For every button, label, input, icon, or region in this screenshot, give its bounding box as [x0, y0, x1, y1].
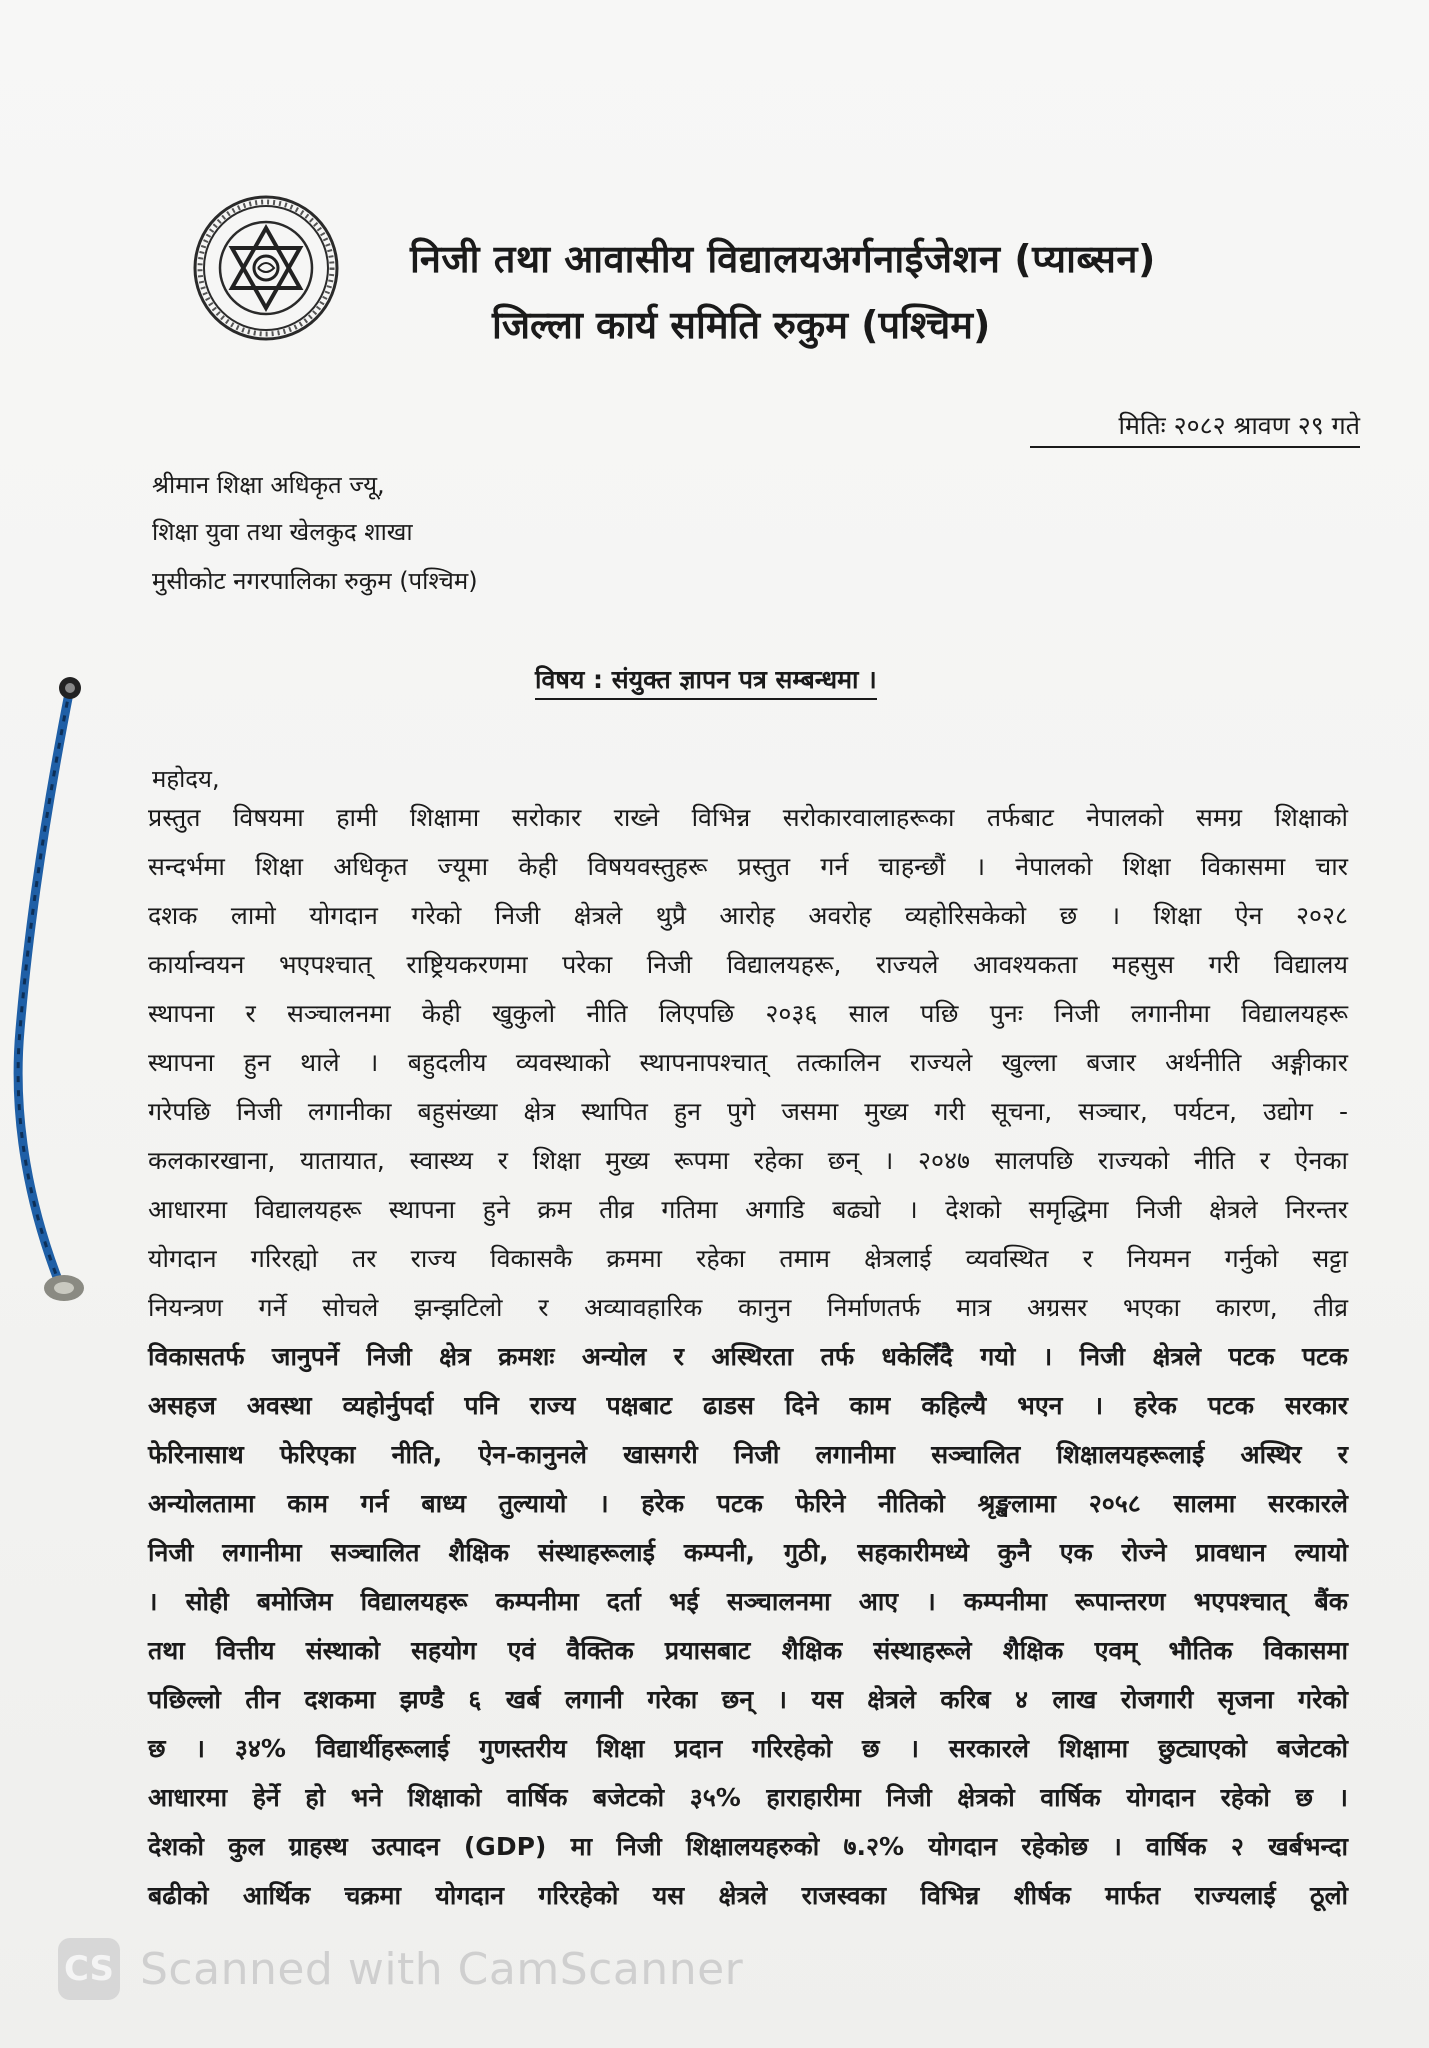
- organization-seal-icon: [192, 194, 340, 342]
- body-line: स्थापना हुन थाले । बहुदलीय व्यवस्थाको स्थापनापश्चात् तत्कालिन राज्यले खुल्ला बजार अर्थनीति अङ्गीकार: [148, 1048, 1348, 1077]
- camscanner-watermark: Scanned with CamScanner: [140, 1944, 744, 1995]
- body-line: कलकारखाना, यातायात, स्वास्थ्य र शिक्षा मुख्य रूपमा रहेका छन् । २०४७ सालपछि राज्यको नीति र ऐनका: [148, 1146, 1348, 1175]
- letter-subject: विषय : संयुक्त ज्ञापन पत्र सम्बन्धमा ।: [535, 662, 877, 700]
- body-line: दशक लामो योगदान गरेको निजी क्षेत्रले थुप्रै आरोह अवरोह व्यहोरिसकेको छ । शिक्षा ऐन २०२८: [148, 901, 1348, 930]
- body-line: गरेपछि निजी लगानीका बहुसंख्या क्षेत्र स्थापित हुन पुगे जसमा मुख्य गरी सूचना, सञ्चार, पर्यटन, उद्योग -: [148, 1097, 1348, 1126]
- recipient-line-2: शिक्षा युवा तथा खेलकुद शाखा: [152, 518, 413, 546]
- body-line: कार्यान्वयन भएपश्चात् राष्ट्रियकरणमा परेका निजी विद्यालयहरू, राज्यले आवश्यकता महसुस गरी विद्यालय: [148, 950, 1348, 979]
- body-line: अन्योलतामा काम गर्न बाध्य तुल्यायो । हरेक पटक फेरिने नीतिको श्रृङ्खलामा २०५८ सालमा सरकारले: [148, 1489, 1348, 1518]
- recipient-line-1: श्रीमान शिक्षा अधिकृत ज्यू,: [152, 471, 385, 499]
- body-line: सन्दर्भमा शिक्षा अधिकृत ज्यूमा केही विषयवस्तुहरू प्रस्तुत गर्न चाहन्छौं । नेपालको शिक्षा विकासमा चार: [148, 852, 1348, 881]
- binding-string-icon: [0, 670, 90, 1310]
- body-line: आधारमा विद्यालयहरू स्थापना हुने क्रम तीव्र गतिमा अगाडि बढ्यो । देशको समृद्धिमा निजी क्षेत्रले निरन्तर: [148, 1195, 1348, 1224]
- body-line: बढीको आर्थिक चक्रमा योगदान गरिरहेको यस क्षेत्रले राजस्वका विभिन्न शीर्षक मार्फत राज्यलाई ठूलो: [148, 1881, 1348, 1910]
- salutation: महोदय,: [152, 765, 220, 793]
- body-line: योगदान गरिरह्यो तर राज्य विकासकै क्रममा रहेका तमाम क्षेत्रलाई व्यवस्थित र नियमन गर्नुको सट्टा: [148, 1244, 1348, 1273]
- body-line: नियन्त्रण गर्ने सोचले झन्झटिलो र अव्यावहारिक कानुन निर्माणतर्फ मात्र अग्रसर भएका कारण, तीव्र: [148, 1293, 1348, 1322]
- committee-name: जिल्ला कार्य समिति रुकुम (पश्चिम): [492, 303, 991, 347]
- body-line: देशको कुल ग्राहस्थ उत्पादन (GDP) मा निजी शिक्षालयहरुको ७.२% योगदान रहेकोछ । वार्षिक २ खर्बभन्दा: [148, 1832, 1348, 1861]
- body-line: प्रस्तुत विषयमा हामी शिक्षामा सरोकार राख्ने विभिन्न सरोकारवालाहरूका तर्फबाट नेपालको समग्र शिक्षाको: [148, 803, 1348, 832]
- body-line: विकासतर्फ जानुपर्ने निजी क्षेत्र क्रमशः अन्योल र अस्थिरता तर्फ धकेलिँदै गयो । निजी क्षेत्रले पटक पटक: [148, 1342, 1348, 1371]
- body-line: आधारमा हेर्ने हो भने शिक्षाको वार्षिक बजेटको ३५% हाराहारीमा निजी क्षेत्रको वार्षिक योगदान रहेको छ ।: [148, 1783, 1348, 1812]
- body-line: फेरिनासाथ फेरिएका नीति, ऐन-कानुनले खासगरी निजी लगानीमा सञ्चालित शिक्षालयहरूलाई अस्थिर र: [148, 1440, 1348, 1469]
- body-line: पछिल्लो तीन दशकमा झण्डै ६ खर्ब लगानी गरेका छन् । यस क्षेत्रले करिब ४ लाख रोजगारी सृजना गरेको: [148, 1685, 1348, 1714]
- organization-name: निजी तथा आवासीय विद्यालयअर्गनाईजेशन (प्याब्सन): [410, 237, 1156, 281]
- letter-date: मितिः २०८२ श्रावण २९ गते: [1030, 408, 1360, 448]
- body-line: असहज अवस्था व्यहोर्नुपर्दा पनि राज्य पक्षबाट ढाडस दिने काम कहिल्यै भएन । हरेक पटक सरकार: [148, 1391, 1348, 1420]
- body-line: तथा वित्तीय संस्थाको सहयोग एवं वैक्तिक प्रयासबाट शैक्षिक संस्थाहरूले शैक्षिक एवम् भौतिक विकासमा: [148, 1636, 1348, 1665]
- recipient-line-3: मुसीकोट नगरपालिका रुकुम (पश्चिम): [152, 567, 478, 595]
- body-line: स्थापना र सञ्चालनमा केही खुकुलो नीति लिएपछि २०३६ साल पछि पुनः निजी लगानीमा विद्यालयहरू: [148, 999, 1348, 1028]
- body-line: छ । ३४% विद्यार्थीहरूलाई गुणस्तरीय शिक्षा प्रदान गरिरहेको छ । सरकारले शिक्षामा छुट्याएको बजेटको: [148, 1734, 1348, 1763]
- camscanner-logo-icon: CS: [58, 1938, 120, 2000]
- body-line: निजी लगानीमा सञ्चालित शैक्षिक संस्थाहरूलाई कम्पनी, गुठी, सहकारीमध्ये कुनै एक रोज्ने प्रावधान ल्यायो: [148, 1538, 1348, 1567]
- body-line: । सोही बमोजिम विद्यालयहरू कम्पनीमा दर्ता भई सञ्चालनमा आए । कम्पनीमा रूपान्तरण भएपश्चात् बैंक: [148, 1587, 1348, 1616]
